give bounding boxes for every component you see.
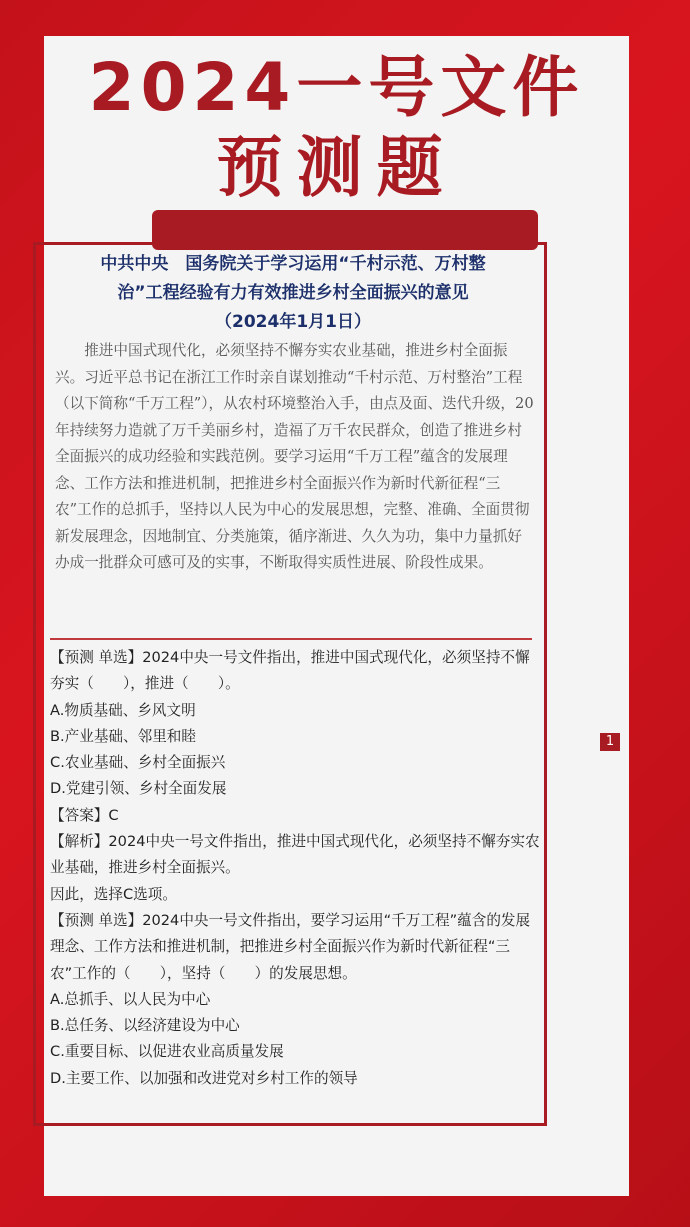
question-2-stem: 【预测 单选】2024中央一号文件指出，要学习运用“千万工程”蕴含的发展理念、工作方法和推进机制，把推进乡村全面振兴作为新时代新征程“三农”工作的（ ），坚持（ ）的发展思想。	[50, 911, 531, 982]
document-title	[36, 250, 550, 337]
question-1-conclusion: 因此，选择C选项。	[50, 885, 177, 903]
question-1-analysis: 【解析】2024中央一号文件指出，推进中国式现代化，必须坚持不懈夯实农业基础，推进乡村全面振兴。	[50, 833, 540, 877]
question-1-option-d: D.党建引领、乡村全面发展	[50, 780, 227, 798]
document-date: （2024年1月1日）	[215, 312, 371, 332]
question-1-option-a: A.物质基础、乡风文明	[50, 701, 196, 719]
question-list	[50, 645, 540, 1092]
document-title-line2: 治”工程经验有力有效推进乡村全面振兴的意见	[117, 283, 469, 303]
question-1-answer: 【答案】C	[50, 806, 119, 824]
poster-title-line1: 2024一号文件	[88, 49, 585, 126]
poster-title-line2: 预测题	[216, 129, 457, 206]
document-title-line1: 中共中央 国务院关于学习运用“千村示范、万村整	[100, 254, 486, 274]
question-1-option-c: C.农业基础、乡村全面振兴	[50, 754, 226, 772]
question-2-option-d: D.主要工作、以加强和改进党对乡村工作的领导	[50, 1069, 358, 1087]
question-1-stem: 【预测 单选】2024中央一号文件指出，推进中国式现代化，必须坚持不懈夯实（ ），推进（ ）。	[50, 649, 530, 693]
question-2-option-b: B.总任务、以经济建设为中心	[50, 1017, 240, 1035]
divider	[50, 638, 532, 640]
page-number-badge: 1	[600, 733, 620, 751]
question-2-option-a: A.总抓手、以人民为中心	[50, 990, 211, 1008]
question-1-option-b: B.产业基础、邻里和睦	[50, 727, 196, 745]
document-intro: 推进中国式现代化，必须坚持不懈夯实农业基础，推进乡村全面振兴。习近平总书记在浙江工作时亲自谋划推动“千村示范、万村整治”工程（以下简称“千万工程”），从农村环境整治入手，由点及面、迭代升级，20年持续努力造就了万千美丽乡村，造福了万千农民群众，创造了推进乡村全面振兴的成功经验和实践范例。要学习运用“千万工程”蕴含的发展理念、工作方法和推进机制，把推进乡村全面振兴作为新时代新征程“三农”工作的总抓手，坚持以人民为中心的发展思想，完整、准确、全面贯彻新发展理念，因地制宜、分类施策，循序渐进、久久为功，集中力量抓好办成一批群众可感可及的实事，不断取得实质性进展、阶段性成果。	[55, 342, 534, 571]
question-2-option-c: C.重要目标、以促进农业高质量发展	[50, 1043, 284, 1061]
